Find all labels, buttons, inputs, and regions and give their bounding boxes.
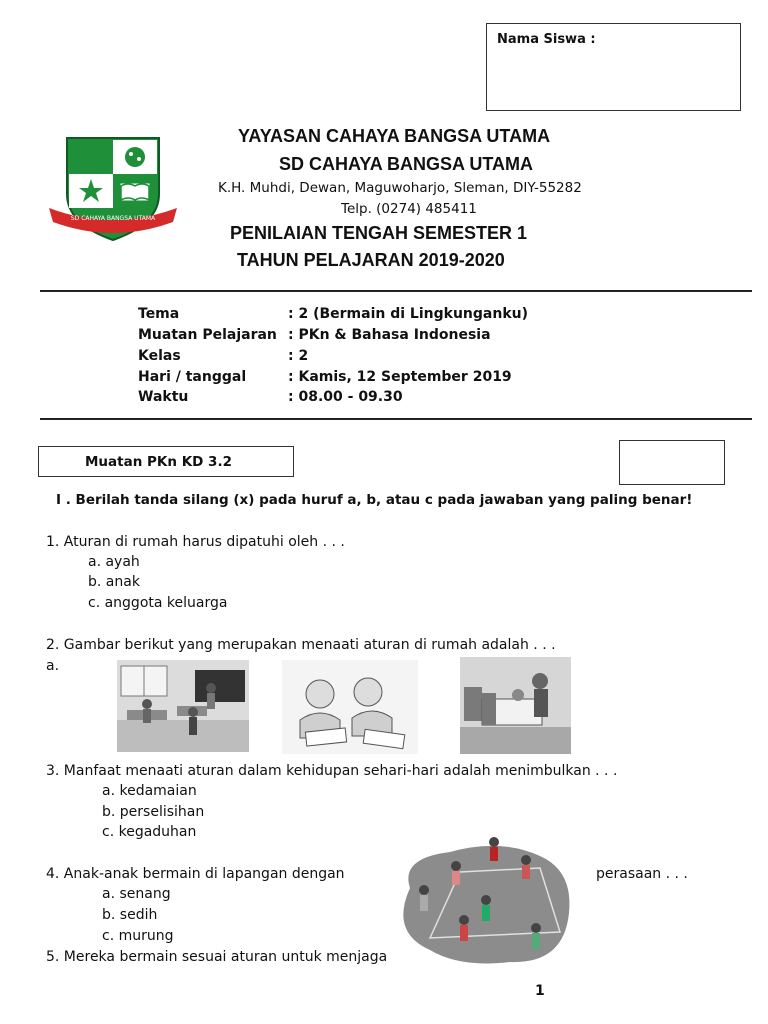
divider-top — [40, 290, 752, 292]
q4-option-a: a. senang — [102, 886, 171, 902]
info-row-tema — [138, 306, 528, 322]
exam-year: TAHUN PELAJARAN 2019-2020 — [237, 250, 505, 270]
q1-option-c: c. anggota keluarga — [88, 595, 228, 611]
q3-option-c: c. kegaduhan — [102, 824, 197, 840]
info-value: : PKn & Bahasa Indonesia — [288, 327, 491, 343]
student-name-label: Nama Siswa : — [497, 32, 596, 47]
bedroom-image — [460, 657, 571, 754]
info-value: : 08.00 - 09.30 — [288, 389, 403, 405]
school-logo — [45, 132, 181, 244]
divider-bottom — [40, 418, 752, 420]
info-label: Waktu — [138, 389, 189, 405]
info-label: Muatan Pelajaran — [138, 327, 277, 343]
question-5: 5. Mereka bermain sesuai aturan untuk menjaga — [46, 949, 388, 965]
q2-option-a: a. — [46, 658, 60, 674]
q3-option-a: a. kedamaian — [102, 783, 197, 799]
info-value: : 2 — [288, 348, 309, 364]
q4-option-b: b. sedih — [102, 907, 158, 923]
info-row-muatan — [138, 327, 491, 343]
question-1: 1. Aturan di rumah harus dipatuhi oleh . . . — [46, 534, 345, 550]
student-name-box[interactable] — [486, 23, 741, 111]
exam-title: PENILAIAN TENGAH SEMESTER 1 — [230, 223, 528, 243]
section-box — [38, 446, 294, 477]
foundation-name: YAYASAN CAHAYA BANGSA UTAMA — [238, 126, 551, 146]
info-value: : 2 (Bermain di Lingkunganku) — [288, 306, 528, 322]
question-4-end: perasaan . . . — [596, 866, 688, 882]
logo-ribbon-text: SD CAHAYA BANGSA UTAMA — [70, 215, 156, 222]
q1-option-b: b. anak — [88, 574, 140, 590]
info-label: Tema — [138, 306, 180, 322]
q3-option-b: b. perselisihan — [102, 804, 205, 820]
info-value: : Kamis, 12 September 2019 — [288, 369, 512, 385]
info-row-kelas — [138, 348, 308, 364]
instruction: I . Berilah tanda silang (x) pada huruf a, b, atau c pada jawaban yang paling benar! — [56, 492, 693, 508]
q1-option-a: a. ayah — [88, 554, 140, 570]
school-phone: Telp. (0274) 485411 — [341, 201, 477, 217]
page-number: 1 — [535, 983, 545, 999]
info-label: Hari / tanggal — [138, 369, 247, 385]
school-address: K.H. Muhdi, Dewan, Maguwoharjo, Sleman, DIY-55282 — [218, 180, 582, 196]
school-name: SD CAHAYA BANGSA UTAMA — [279, 154, 534, 174]
q4-option-c: c. murung — [102, 928, 174, 944]
info-row-tanggal — [138, 369, 512, 385]
playground-image — [390, 828, 576, 970]
score-box[interactable] — [619, 440, 725, 485]
info-label: Kelas — [138, 348, 181, 364]
children-drawing-image — [282, 660, 418, 754]
classroom-image — [117, 660, 249, 752]
question-2: 2. Gambar berikut yang merupakan menaati aturan di rumah adalah . . . — [46, 637, 556, 653]
question-3: 3. Manfaat menaati aturan dalam kehidupan sehari-hari adalah menimbulkan . . . — [46, 763, 618, 779]
question-4: 4. Anak-anak bermain di lapangan dengan — [46, 866, 345, 882]
section-label: Muatan PKn KD 3.2 — [85, 454, 232, 470]
info-row-waktu — [138, 389, 403, 405]
